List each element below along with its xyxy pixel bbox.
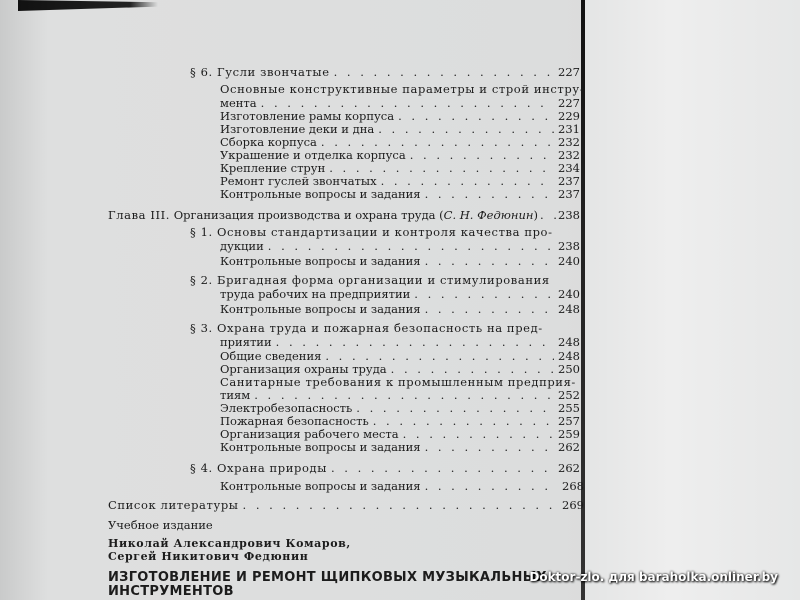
toc-leader xyxy=(398,110,554,123)
toc-entry-text: Изготовление рамы корпуса xyxy=(220,109,395,123)
watermark: Doktor-zlo. для baraholka.onliner.by xyxy=(529,570,778,584)
toc-leader xyxy=(373,415,554,428)
toc-entry-text: Изготовление деки и дна xyxy=(220,122,375,136)
toc-page-number: 248 xyxy=(558,349,580,363)
toc-entry-text: Сборка корпуса xyxy=(220,135,317,149)
toc-leader xyxy=(356,402,554,415)
toc-leader xyxy=(410,149,554,162)
toc-chapter-heading xyxy=(108,209,580,222)
toc-leader xyxy=(540,209,556,222)
facing-page xyxy=(584,0,800,600)
toc-page-number: 232 xyxy=(558,135,580,149)
toc-page-number: 262 xyxy=(558,461,580,475)
toc-entry xyxy=(220,255,580,268)
toc-page-number: 229 xyxy=(558,109,580,123)
toc-entry-text: § 4. Охрана природы xyxy=(190,461,327,475)
toc-entry-text: Контрольные вопросы и задания xyxy=(220,440,421,454)
edition-type: Учебное издание xyxy=(108,518,213,532)
author-name: Николай Александрович Комаров, xyxy=(108,537,351,550)
toc-page-number: 238 xyxy=(558,239,580,253)
toc-leader xyxy=(334,66,554,79)
toc-entry xyxy=(220,240,580,253)
toc-entry-text: § 6. Гусли звончатые xyxy=(190,65,330,79)
toc-page-number: 237 xyxy=(558,174,580,188)
toc-leader xyxy=(425,303,554,316)
toc-entry-text: Ремонт гуслей звончатых xyxy=(220,174,377,188)
toc-entry xyxy=(220,480,584,493)
toc-leader xyxy=(425,255,554,268)
toc-page-number: 259 xyxy=(558,427,580,441)
toc-entry: Основные конструктивные параметры и строй инстру- xyxy=(220,82,585,96)
toc-entry-text: Контрольные вопросы и задания xyxy=(220,254,421,268)
toc-entry-text: тиям xyxy=(220,388,251,402)
toc-page-number: 248 xyxy=(558,335,580,349)
toc-page-number: 252 xyxy=(558,388,580,402)
toc-entry-text: Контрольные вопросы и задания xyxy=(220,479,421,493)
toc-section-heading: § 1. Основы стандартизации и контроля качества про- xyxy=(190,225,553,239)
toc-page-number: 238 xyxy=(558,208,580,222)
toc-page-number: 250 xyxy=(558,362,580,376)
toc-entry xyxy=(220,336,580,349)
toc-page-number: 262 xyxy=(558,440,580,454)
toc-entry-text: Список литературы xyxy=(108,498,239,512)
toc-entry-text: Электробезопасность xyxy=(220,401,353,415)
toc-leader xyxy=(414,288,554,301)
toc-entry-text: труда рабочих на предприятии xyxy=(220,287,411,301)
toc-leader xyxy=(331,462,554,475)
toc-page-number: 227 xyxy=(558,65,580,79)
toc-entry-text: дукции xyxy=(220,239,264,253)
toc-page-number: 237 xyxy=(558,187,580,201)
toc-entry-text: Общие сведения xyxy=(220,349,322,363)
toc-section-heading xyxy=(190,462,580,475)
book-title: ИНСТРУМЕНТОВ xyxy=(108,584,234,599)
toc-entry-text: Контрольные вопросы и задания xyxy=(220,187,421,201)
toc-entry-text: Украшение и отделка корпуса xyxy=(220,148,406,162)
toc-section-heading: § 2. Бригадная форма организации и стимулирования xyxy=(190,273,550,287)
toc-leader xyxy=(378,123,554,136)
toc-entry-text: Крепление струн xyxy=(220,161,326,175)
toc-entry-text: Пожарная безопасность xyxy=(220,414,369,428)
toc-page-number: 269 xyxy=(562,498,584,512)
toc-page-number: 240 xyxy=(558,254,580,268)
toc-entry xyxy=(220,303,580,316)
toc-leader xyxy=(243,499,558,512)
toc-entry-text: приятии xyxy=(220,335,272,349)
toc-entry xyxy=(220,288,580,301)
toc-page-number: 240 xyxy=(558,287,580,301)
toc-leader xyxy=(425,188,554,201)
toc-page-number: 257 xyxy=(558,414,580,428)
toc-entry xyxy=(220,188,580,201)
toc-page-number: 248 xyxy=(558,302,580,316)
chapter-number: Глава III. Организация производства и охрана труда (С. Н. Федюнин) xyxy=(108,208,538,222)
toc-entry: Санитарные требования к промышленным предприя- xyxy=(220,375,576,389)
toc-entry xyxy=(220,441,580,454)
toc-section-heading: § 3. Охрана труда и пожарная безопасность на пред- xyxy=(190,321,543,335)
toc-entry-text: мента xyxy=(220,96,257,110)
toc-leader xyxy=(403,428,554,441)
toc-entry xyxy=(108,499,584,512)
toc-entry xyxy=(190,66,580,79)
toc-page-number: 234 xyxy=(558,161,580,175)
toc-entry-text: Организация рабочего места xyxy=(220,427,399,441)
author-name: Сергей Никитович Федюнин xyxy=(108,550,309,563)
book-title: ИЗГОТОВЛЕНИЕ И РЕМОНТ ЩИПКОВЫХ МУЗЫКАЛЬНЫХ xyxy=(108,570,547,585)
toc-entry-text: Организация охраны труда xyxy=(220,362,387,376)
toc-page-number: 232 xyxy=(558,148,580,162)
toc-leader xyxy=(268,240,554,253)
toc-page-number: 231 xyxy=(558,122,580,136)
toc-leader xyxy=(276,336,554,349)
toc-leader xyxy=(425,441,554,454)
toc-page-number: 268 xyxy=(562,479,584,493)
toc-entry-text: Контрольные вопросы и задания xyxy=(220,302,421,316)
toc-leader xyxy=(425,480,558,493)
toc-page-number: 227 xyxy=(558,96,580,110)
toc-page-number: 255 xyxy=(558,401,580,415)
